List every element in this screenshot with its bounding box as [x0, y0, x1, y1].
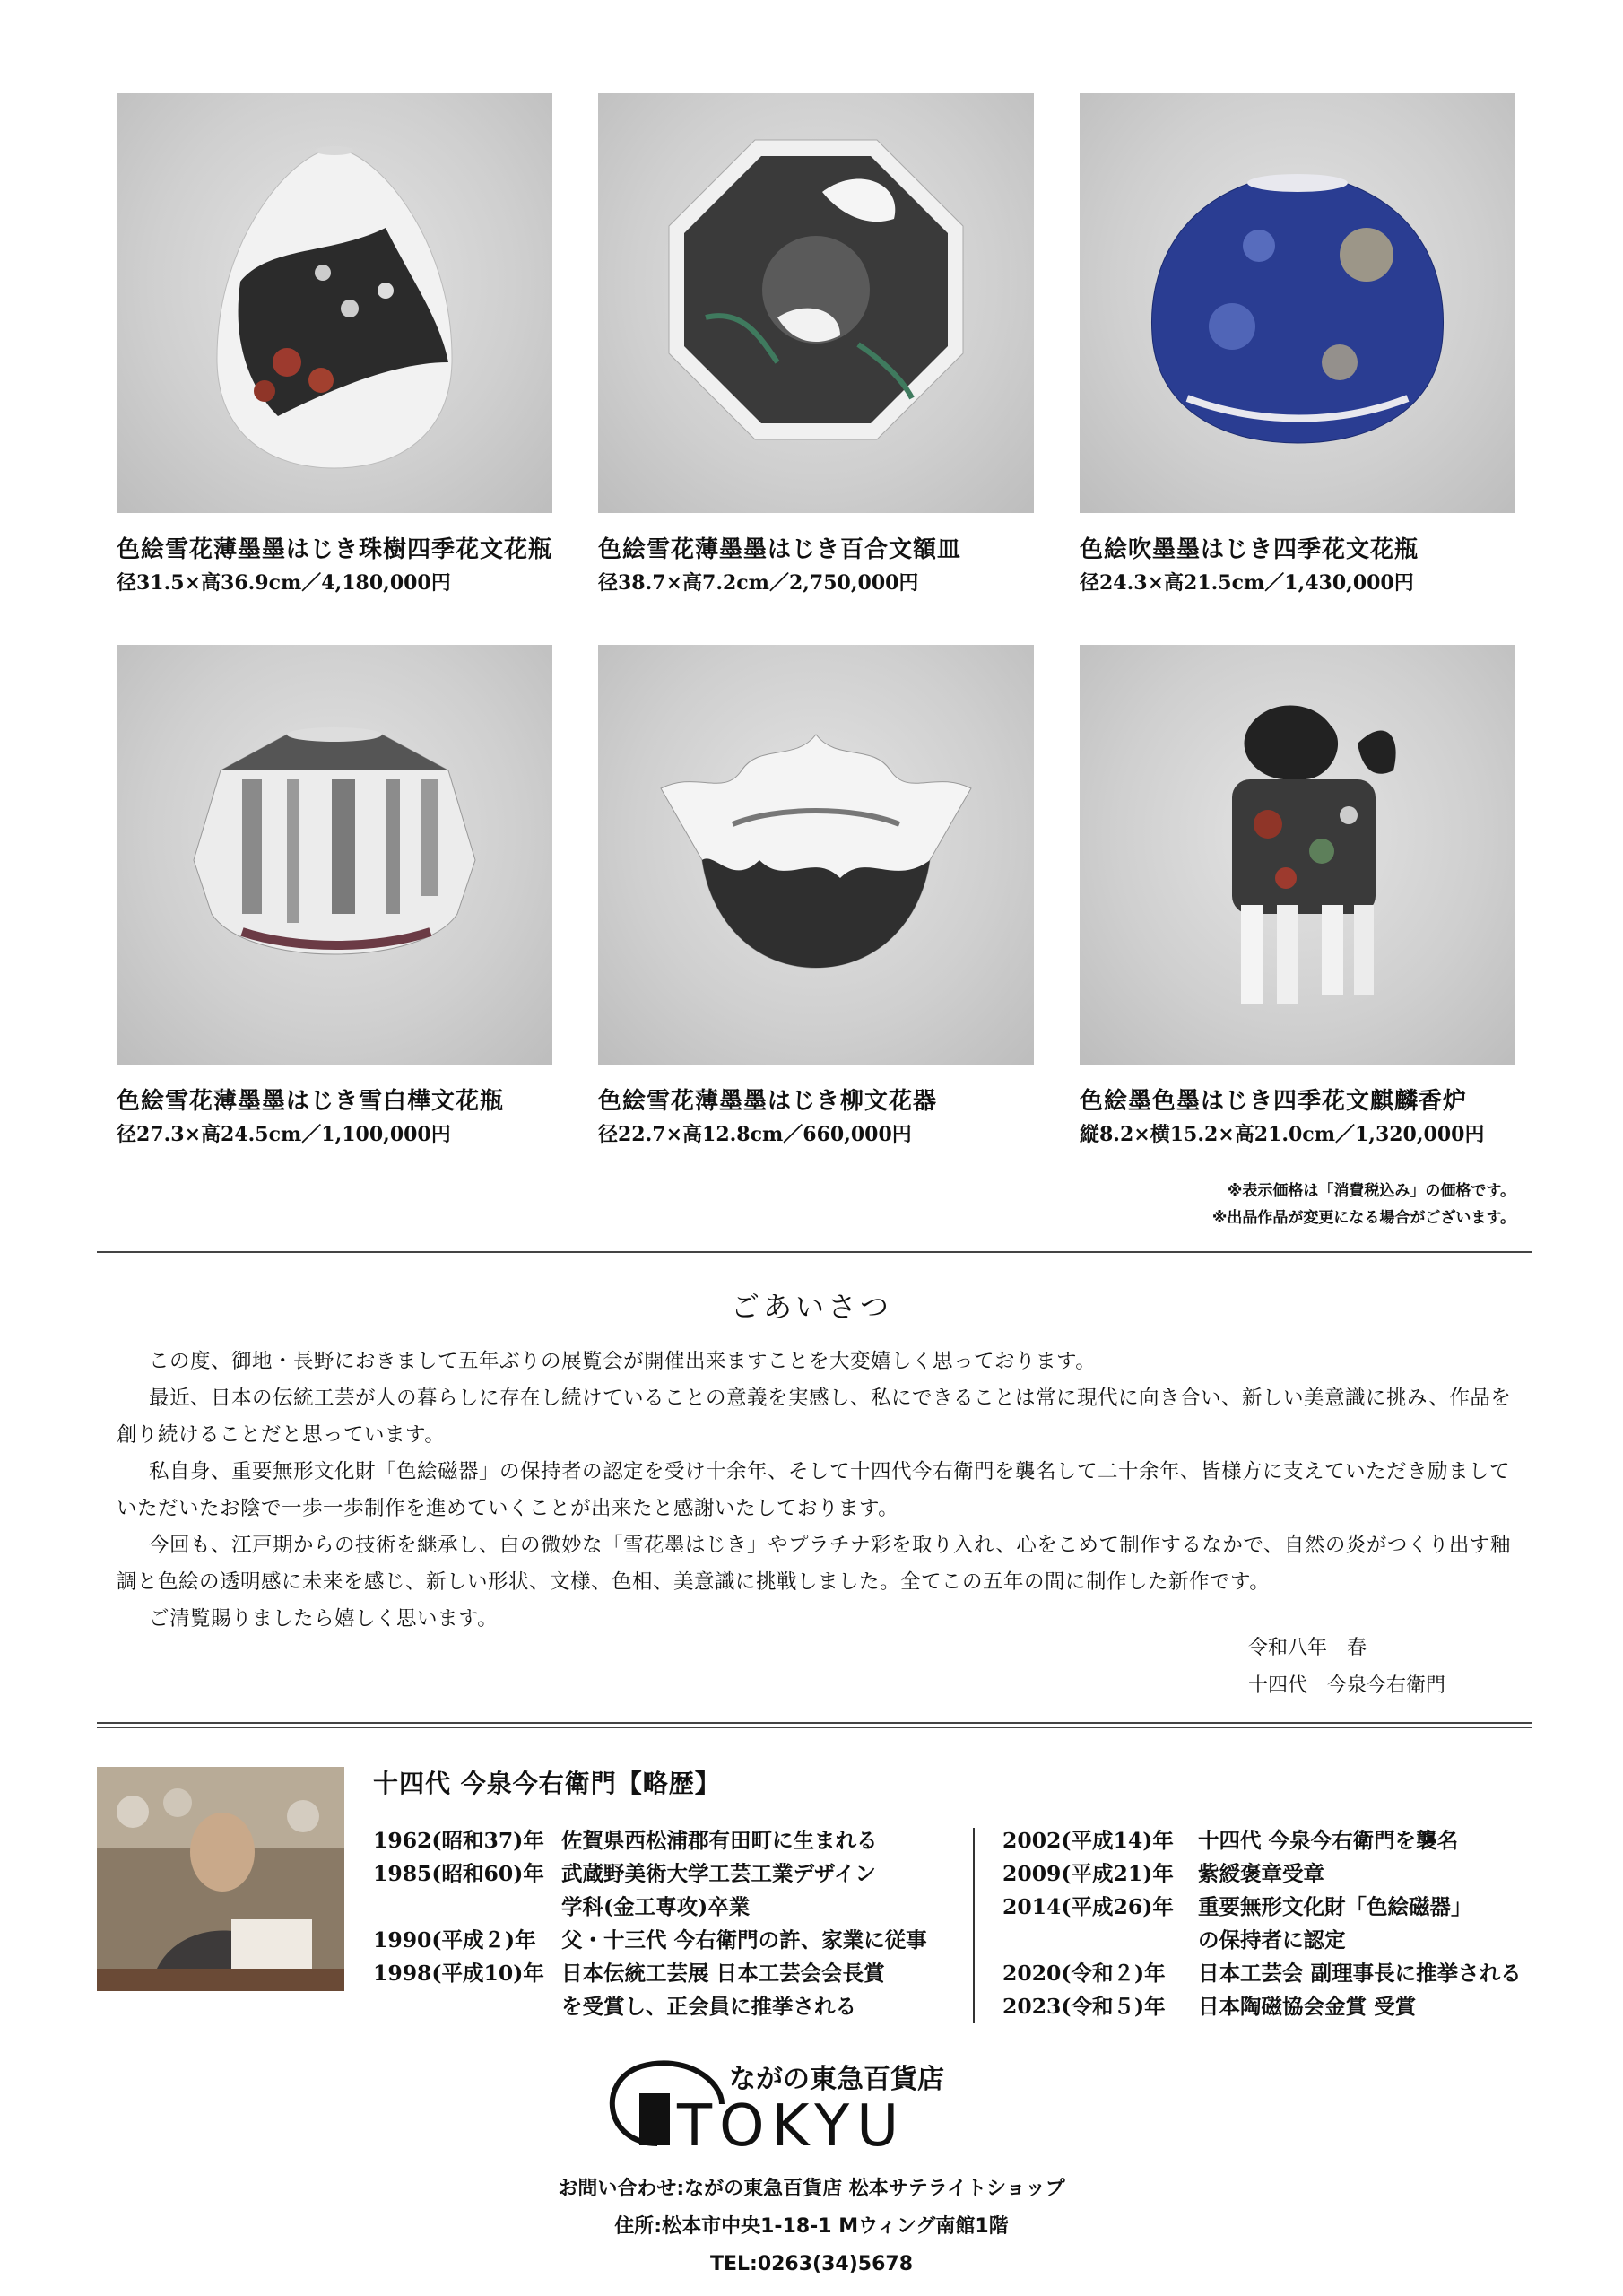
work-photo-blue-vase	[1080, 93, 1515, 513]
note-tax: ※表示価格は「消費税込み」の価格です。	[1227, 1182, 1515, 1200]
bio-entry-continued	[373, 1891, 927, 1924]
work-item	[1080, 93, 1515, 627]
bio-text: 紫綬褒章受章	[1198, 1861, 1324, 1886]
work-title: 色絵雪花薄墨墨はじき柳文花器	[598, 1088, 938, 1115]
work-photo-birch-vase	[117, 645, 552, 1065]
divider	[97, 1722, 1532, 1728]
bio-year: 2020(令和２)年	[1002, 1961, 1166, 1986]
work-item	[598, 645, 1034, 1178]
work-spec: 径31.5×高36.9cm／4,180,000円	[117, 571, 451, 595]
contact-address: 住所:松本市中央1-18-1 Mウィング南館1階	[614, 2215, 1009, 2238]
work-spec: 縦8.2×横15.2×高21.0cm／1,320,000円	[1080, 1123, 1485, 1146]
bio-entry-continued	[1002, 1924, 1522, 1957]
bio-entry	[1002, 1957, 1522, 1990]
work-photo-vase-four-seasons	[117, 93, 552, 513]
work-spec: 径22.7×高12.8cm／660,000円	[598, 1123, 912, 1146]
bio-year: 2023(令和５)年	[1002, 1994, 1166, 2019]
greeting-title: ごあいさつ	[730, 1290, 892, 1324]
bio-text: 父・十三代 今右衛門の許、家業に従事	[561, 1927, 927, 1952]
bio-entry	[1002, 1824, 1522, 1857]
artist-portrait	[97, 1767, 344, 1991]
work-title: 色絵雪花薄墨墨はじき珠樹四季花文花瓶	[117, 536, 553, 563]
bio-entry	[373, 1957, 927, 1990]
greeting-body	[117, 1344, 1515, 1638]
bio-text: 日本工芸会 副理事長に推挙される	[1198, 1961, 1522, 1986]
work-spec: 径27.3×高24.5cm／1,100,000円	[117, 1123, 451, 1146]
bio-text: を受賞し、正会員に推挙される	[561, 1994, 856, 2019]
contact-info	[0, 2170, 1623, 2283]
greeting-paragraph: この度、御地・長野におきまして五年ぶりの展覧会が開催出来ますことを大変嬉しく思っております。	[149, 1350, 1097, 1373]
bio-entry	[373, 1924, 927, 1957]
bio-year: 1990(平成２)年	[373, 1927, 536, 1952]
bio-text: 武蔵野美術大学工芸工業デザイン	[561, 1861, 876, 1886]
work-title: 色絵吹墨墨はじき四季花文花瓶	[1080, 536, 1419, 563]
logo-brand: TOKYU	[677, 2093, 907, 2152]
divider	[97, 1251, 1532, 1257]
note-change: ※出品作品が変更になる場合がございます。	[1211, 1209, 1515, 1227]
bio-year: 1962(昭和37)年	[373, 1828, 544, 1853]
bio-entry	[1002, 1990, 1522, 2023]
contact-inquiry: お問い合わせ:ながの東急百貨店 松本サテライトショップ	[558, 2178, 1065, 2200]
logo-store-name: ながの東急百貨店	[729, 2064, 944, 2095]
bio-year: 2014(平成26)年	[1002, 1894, 1174, 1919]
bio-divider	[973, 1828, 975, 2023]
work-spec: 径24.3×高21.5cm／1,430,000円	[1080, 571, 1414, 595]
bio-year: 2002(平成14)年	[1002, 1828, 1174, 1853]
bio-entry	[1002, 1857, 1522, 1891]
bio-year: 2009(平成21)年	[1002, 1861, 1174, 1886]
work-photo-lily-plate	[598, 93, 1034, 513]
work-title: 色絵墨色墨はじき四季花文麒麟香炉	[1080, 1088, 1468, 1115]
work-item	[1080, 645, 1515, 1178]
work-title: 色絵雪花薄墨墨はじき百合文額皿	[598, 536, 962, 563]
bio-column-left	[373, 1824, 927, 2023]
bio-text: 佐賀県西松浦郡有田町に生まれる	[561, 1828, 878, 1853]
works-grid	[117, 93, 1515, 1178]
greeting-date: 令和八年 春	[1248, 1637, 1367, 1659]
work-title: 色絵雪花薄墨墨はじき雪白樺文花瓶	[117, 1088, 505, 1115]
greeting-paragraph: ご清覧賜りましたら嬉しく思います。	[149, 1607, 499, 1631]
work-photo-kirin-incense-burner	[1080, 645, 1515, 1065]
bio-entry	[373, 1857, 927, 1891]
bio-text: 学科(金工専攻)卒業	[561, 1894, 751, 1919]
bio-year: 1985(昭和60)年	[373, 1861, 544, 1886]
work-item	[117, 645, 552, 1178]
price-notes	[1212, 1178, 1515, 1231]
greeting-paragraph: 私自身、重要無形文化財「色絵磁器」の保持者の認定を受け十余年、そして十四代今右衛門を襲名して二十余年、皆様方に支えていただき励ましていただいたお陰で一歩一歩制作を進めていくことが出来たと感謝いたしております。	[117, 1460, 1511, 1520]
work-spec: 径38.7×高7.2cm／2,750,000円	[598, 571, 919, 595]
bio-year: 1998(平成10)年	[373, 1961, 544, 1986]
bio-text: 日本陶磁協会金賞 受賞	[1198, 1994, 1417, 2019]
bio-entry	[1002, 1891, 1522, 1924]
work-item	[598, 93, 1034, 627]
bio-entry-continued	[373, 1990, 927, 2023]
work-photo-willow-bowl	[598, 645, 1034, 1065]
greeting-paragraph: 最近、日本の伝統工芸が人の暮らしに存在し続けていることの意義を実感し、私にできることは常に現代に向き合い、新しい美意識に挑み、作品を創り続けることだと思っています。	[117, 1387, 1512, 1447]
tokyu-logo	[587, 2054, 1054, 2152]
bio-entry	[373, 1824, 927, 1857]
bio-text: 十四代 今泉今右衛門を襲名	[1198, 1828, 1459, 1853]
greeting-signature: 十四代 今泉今右衛門	[1248, 1674, 1446, 1697]
work-item	[117, 93, 552, 627]
bio-title: 十四代 今泉今右衛門【略歴】	[373, 1769, 721, 1798]
bio-text: 重要無形文化財「色絵磁器」	[1198, 1894, 1472, 1919]
bio-text: の保持者に認定	[1198, 1927, 1346, 1952]
bio-column-right	[1002, 1824, 1522, 2023]
bio-text: 日本伝統工芸展 日本工芸会会長賞	[561, 1961, 885, 1986]
contact-tel: TEL:0263(34)5678	[709, 2253, 914, 2275]
greeting-paragraph: 今回も、江戸期からの技術を継承し、白の微妙な「雪花墨はじき」やプラチナ彩を取り入れ、心をこめて制作するなかで、自然の炎がつくり出す釉調と色絵の透明感に未来を感じ、新しい形状、文様、色相、美意識に挑戦しました。全てこの五年の間に制作した新作です。	[117, 1534, 1511, 1594]
